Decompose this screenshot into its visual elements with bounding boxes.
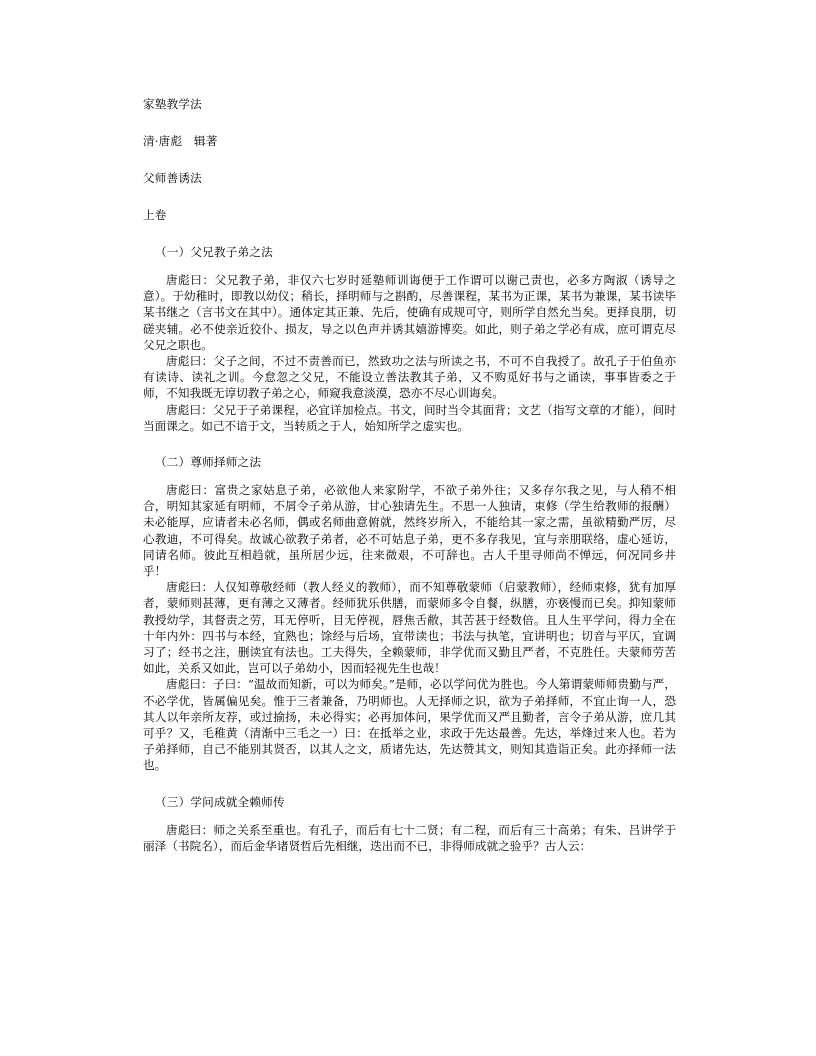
paragraph: 唐彪曰：富贵之家姑息子弟，必欲他人来家附学，不欲子弟外往；又多存尔我之见，与人稍不相合，明知其家延有明师，不屑令子弟从游，甘心独请先生。不思一人独请，束修（学生给教师的报酬）未必能厚，应请者未必名师，偶或名师曲意俯就，然终岁所入，不能给其一家之需，虽欲精勤严厉，尽心教迪，不可得矣。故诚心欲教子弟者，必不可姑息子弟，更不多存我见，宜与亲朋联络，虚心延访，同请名师。彼此互相趋就，虽所居少远，往来微艰，不可辞也。古人千里寻师尚不惮远，何况同乡井乎！ bbox=[143, 483, 676, 579]
section-two bbox=[143, 454, 676, 774]
section-two-paragraphs bbox=[143, 482, 676, 774]
section-three-heading: （三）学问成就全赖师传 bbox=[155, 794, 285, 809]
section-three-paragraphs bbox=[143, 822, 676, 854]
paragraph: 唐彪曰：师之关系至重也。有孔子，而后有七十二贤；有二程，而后有三十高弟；有朱、吕讲学于丽泽（书院名），而后金华诸贤哲后先相继，迭出而不已，非得师成就之验乎？古人云： bbox=[143, 822, 676, 853]
volume-label: 上卷 bbox=[143, 208, 167, 222]
document-title: 家塾教学法 bbox=[143, 97, 202, 111]
section-one bbox=[143, 244, 676, 434]
paragraph: 唐彪曰：父子之间，不过不责善而已，然致功之法与所读之书，不可不自我授了。故孔子于伯鱼亦有读诗、读礼之训。今怠忽之父兄，不能设立善法教其子弟，又不购觅好书与之诵读，事事皆委之于师，不知我既无谆切教子弟之心，师窥我意淡漠，恐亦不尽心训诲矣。 bbox=[143, 354, 676, 401]
section-two-heading: （二）尊师择师之法 bbox=[155, 455, 262, 470]
paragraph: 唐彪曰：父兄于子弟课程，必宜详加检点。书文，间时当令其面背；文艺（指写文章的才能），间时当面课之。如己不谙于文，当转质之于人，始知所学之虚实也。 bbox=[143, 402, 676, 433]
paragraph: 唐彪曰：人仅知尊敬经师（教人经义的教师），而不知尊敬蒙师（启蒙教师），经师束修，犹有加厚者，蒙师则甚薄，更有薄之又薄者。经师犹乐供膳，而蒙师多令自餐，纵膳，亦亵慢而已矣。抑知蒙师教授幼学，其督责之劳，耳无停听，目无停视，唇焦舌敝，其苦甚于经数倍。且人生平学问，得力全在十年内外：四书与本经，宜熟也；馀经与后场，宜带读也；书法与执笔，宜讲明也；切音与平仄，宜调习了；经书之注，删读宜有法也。工夫得失，全赖蒙师，非学优而又勤且严者，不克胜任。夫蒙师劳苦如此，关系又如此，岂可以子弟幼小，因而轻视先生也哉！ bbox=[143, 580, 676, 676]
document-body bbox=[143, 96, 676, 854]
section-three bbox=[143, 794, 676, 854]
work-title: 父师善诱法 bbox=[143, 171, 202, 185]
paragraph: 唐彪曰：父兄教子弟，非仅六七岁时延塾师训诲便于工作谓可以谢己责也，必多方陶淑（诱导之意）。于幼稚时，即教以幼仪；稍长，择明师与之斟酌，尽善课程，某书为正课，某书为兼课，某书读毕某书继之（言书文在其中）。通体定其正兼、先后，使确有成规可守，则所学自然允当矣。更择良朋，切磋夹辅。必不使亲近狡仆、损友，导之以色声并诱其嬉游博奕。如此，则子弟之学必有成，庶可谓克尽父兄之职也。 bbox=[143, 273, 676, 352]
section-one-heading: （一）父兄教子弟之法 bbox=[155, 245, 273, 259]
paragraph: 唐彪曰：子曰：“温故而知新，可以为师矣。”是师，必以学问优为胜也。今人第谓蒙师师贵勤与严，不必学优，皆属偏见矣。惟于三者兼备，乃明师也。人无择师之识，欲为子弟择师，不宜止询一人，恐其人以年亲所友荐，或过揄扬，未必得实；必再加体问，果学优而又严且勤者，言令子弟从游，庶几其可乎？又，毛稚黄（清渐中三毛之一）曰：在抵举之业，求政于先达最善。先达，举烽过来人也。若为子弟择师，自己不能别其贤否，以其人之文，质诸先达，先达赞其文，则知其造诣正矣。此亦择师一法也。 bbox=[143, 677, 676, 773]
section-one-paragraphs bbox=[143, 272, 676, 434]
document-byline: 清·唐彪 辑著 bbox=[143, 134, 218, 148]
